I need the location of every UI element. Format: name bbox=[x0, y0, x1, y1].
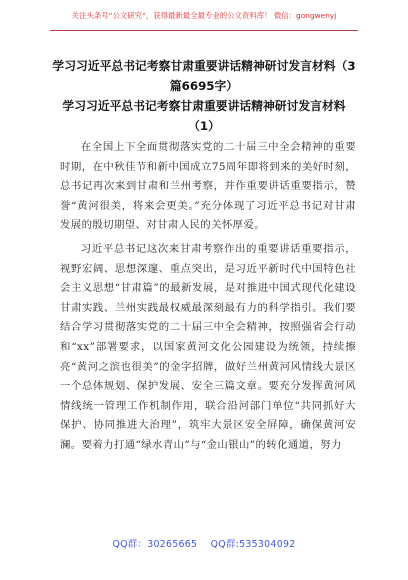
section-title: 学习习近平总书记考察甘肃重要讲话精神研讨发言材料（1） bbox=[62, 99, 346, 133]
header-banner: 关注头条号“公文研究”，获得最新最全最专业的公文资料库！ 微信：gongwenyj bbox=[71, 11, 337, 20]
body-paragraph-2: 习近平总书记这次来甘肃考察作出的重要讲话重要指示，视野宏阔、思想深邃、重点突出，是习近平新时代中国特色社会主义思想“甘肃篇”的最新发展，是对推进中国式现代化建设甘肃实践、兰州实践最权威最深刻最有力的科学指引。我们要结合学习贯彻落实党的二十届三中全会精神，按照强省会行动和“xx”部署要求，以国家黄河文化公园建设为统领，持续擦亮“黄河之滨也很美”的金字招牌，做好兰州黄河风情线大景区一个总体规划、保护发展、安全三篇文章。要充分发挥黄河风情线统一管理工作机制作用，联合沿河部门单位“共同抓好大保护、协同推进大治理”，筑牢大景区安全屏障，确保黄河安澜。要着力打通“绿水青山”与“金山银山”的转化通道，努力 bbox=[60, 242, 356, 451]
header-divider bbox=[50, 30, 358, 31]
body-paragraph-1: 在全国上下全面贯彻落实党的二十届三中全会精神的重要时期，在中秋佳节和新中国成立75周年即将到来的美好时刻，总书记再次来到甘肃和兰州考察，并作重要讲话重要指示，赞誉“黄河很美，将来会更美。”充分体现了习近平总书记对甘肃发展的殷切期望、对甘肃人民的关怀厚爱。 bbox=[60, 141, 356, 232]
document-body bbox=[60, 138, 356, 460]
footer-qq-group-2: QQ群:535304092 bbox=[210, 539, 296, 550]
document-title: 学习习近平总书记考察甘肃重要讲话精神研讨发言材料（3篇6695字） bbox=[52, 59, 356, 93]
footer-contact bbox=[0, 536, 408, 550]
footer-qq-group-1: QQ群：30265665 bbox=[112, 539, 198, 550]
